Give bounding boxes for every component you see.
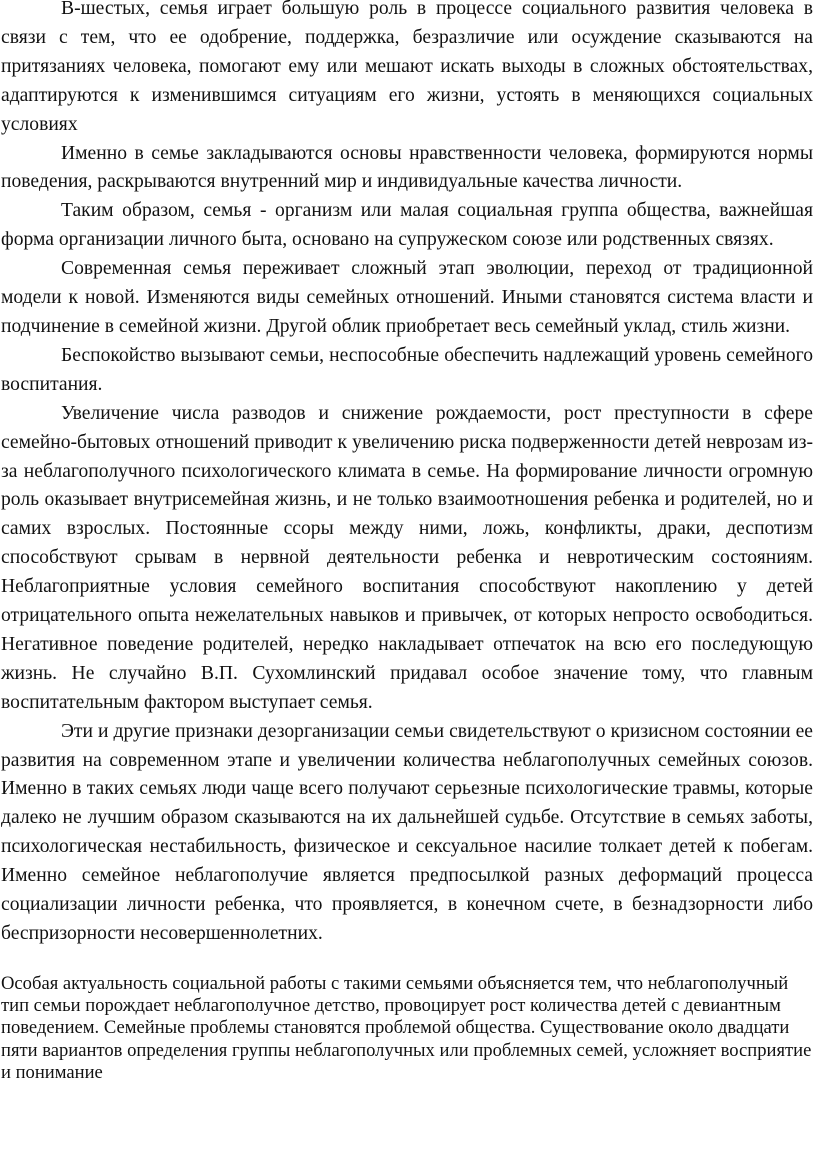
closing-text-block — [1, 973, 813, 1084]
main-text-block — [1, 0, 813, 949]
paragraph-family-definition: Таким образом, семья - организм или малая социальная группа общества, важнейшая форма организации личного быта, основано на супружеском союзе или родственных связях. — [1, 200, 813, 251]
paragraph-divorce-crime: Увеличение числа разводов и снижение рождаемости, рост преступности в сфере семейно-бытовых отношений приводит к увеличению риска подверженности детей неврозам из-за неблагополучного психологического климата в семье. На формирование личности огромную роль оказывает внутрисемейная жизнь, и не только взаимоотношения ребенка и родителей, но и самих взрослых. Постоянные ссоры между ними, ложь, конфликты, драки, деспотизм способствуют срывам в нервной деятельности ребенка и невротическим состояниям. Неблагоприятные условия семейного воспитания способствуют накоплению у детей отрицательного опыта нежелательных навыков и привычек, от которых непросто освободиться. Негативное поведение родителей, нередко накладывает отпечаток на всю его последующую жизнь. Не случайно В.П. Сухомлинский придавал особое значение тому, что главным воспитательным фактором выступает семья. — [1, 402, 813, 713]
paragraph-social-work-relevance: Особая актуальность социальной работы с такими семьями объясняется тем, что неблагополучный тип семьи порождает неблагополучное детство, провоцирует рост количества детей с девиантным поведением. Семейные проблемы становятся проблемой общества. Существование около двадцати пяти вариантов определения группы неблагополучных или проблемных семей, усложняет восприятие и понимание — [1, 972, 812, 1083]
paragraph-modern-family: Современная семья переживает сложный этап эволюции, переход от традиционной модели к новой. Изменяются виды семейных отношений. Иными становятся система власти и подчинение в семейной жизни. Другой облик приобретает весь семейный уклад, стиль жизни. — [1, 258, 813, 337]
paragraph-disorganization: Эти и другие признаки дезорганизации семьи свидетельствуют о кризисном состоянии ее развития на современном этапе и увеличении количества неблагополучных семейных союзов. Именно в таких семьях люди чаще всего получают серьезные психологические травмы, которые далеко не лучшим образом сказываются на их дальнейшей судьбе. Отсутствие в семьях заботы, психологическая нестабильность, физическое и сексуальное насилие толкает детей к побегам. Именно семейное неблагополучие является предпосылкой разных деформаций процесса социализации личности ребенка, что проявляется, в конечном счете, в безнадзорности либо беспризорности несовершеннолетних. — [1, 720, 813, 944]
paragraph-family-social-development: В-шестых, семья играет большую роль в процессе социального развития человека в связи с тем, что ее одобрение, поддержка, безразличие или осуждение сказываются на притязаниях человека, помогают ему или мешают искать выходы в сложных обстоятельствах, адаптируются к изменившимся ситуациям его жизни, устоять в меняющихся социальных условиях — [1, 0, 813, 135]
paragraph-concern: Беспокойство вызывают семьи, неспособные обеспечить надлежащий уровень семейного воспитания. — [1, 344, 813, 395]
paragraph-family-morality: Именно в семье закладываются основы нравственности человека, формируются нормы поведения, раскрываются внутренний мир и индивидуальные качества личности. — [1, 142, 813, 193]
